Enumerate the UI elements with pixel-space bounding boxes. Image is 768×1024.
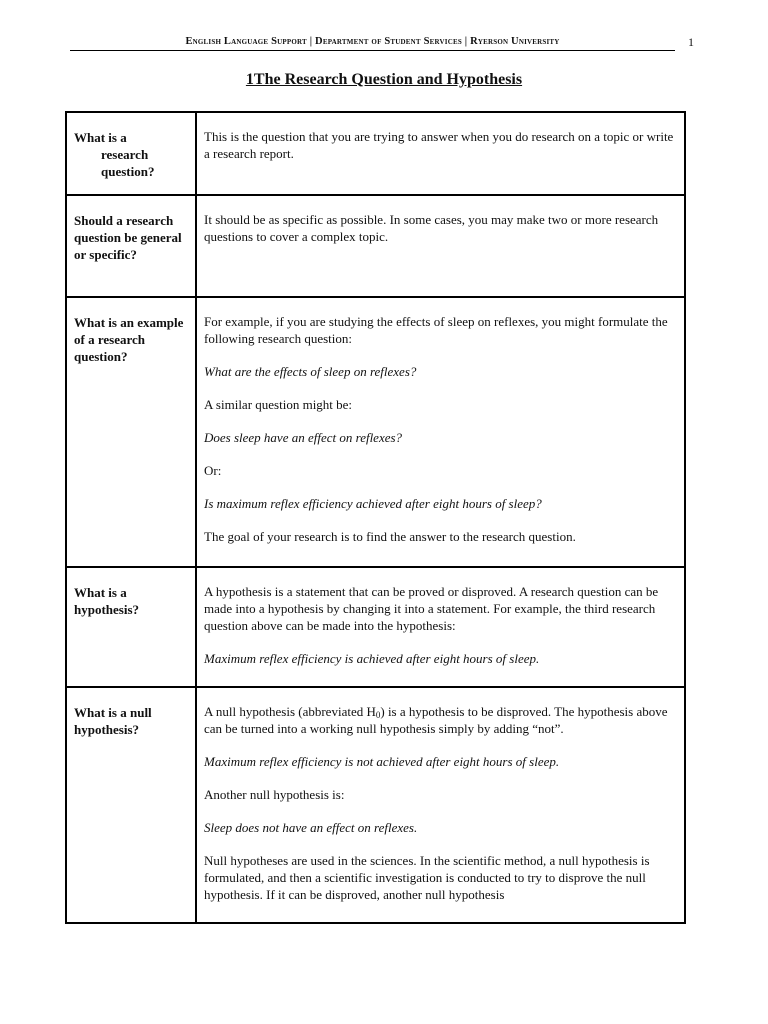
table-row [66, 567, 685, 687]
answer-cell [196, 297, 685, 567]
answer-paragraph: This is the question that you are trying to answer when you do research on a topic or write a research report. [204, 129, 674, 161]
question-text: What is a [74, 130, 127, 145]
answer-paragraph: A similar question might be: [204, 397, 353, 412]
question-cell [66, 112, 196, 195]
answer-cell [196, 195, 685, 297]
question-cell: What is a hypothesis? [66, 567, 196, 687]
question-cell: Should a research question be general or specific? [66, 195, 196, 297]
answer-paragraph: It should be as specific as possible. In some cases, you may make two or more research questions to cover a complex topic. [204, 212, 659, 244]
answer-paragraph: Or: [204, 463, 222, 478]
answer-cell [196, 687, 685, 923]
document-title [0, 71, 768, 89]
answer-paragraph: The goal of your research is to find the answer to the research question. [204, 529, 576, 544]
answer-cell [196, 112, 685, 195]
page-number: 1 [688, 35, 694, 49]
answer-paragraph: Another null hypothesis is: [204, 787, 345, 802]
table-row [66, 297, 685, 567]
answer-paragraph: For example, if you are studying the effects of sleep on reflexes, you might formulate the following research question: [204, 314, 668, 346]
table-row [66, 112, 685, 195]
running-header: English Language Support | Department of Student Services | Ryerson University [70, 36, 675, 51]
answer-paragraph: Null hypotheses are used in the sciences. In the scientific method, a null hypothesis is formulated, and then a scientific investigation is conducted to try to disprove the null hypothesis. If it can be disproved, another null hypothesis [204, 853, 650, 902]
example-null-hypothesis: Sleep does not have an effect on reflexes. [204, 820, 418, 835]
answer-paragraph [204, 703, 676, 737]
answer-text: ) is a hypothesis to be disproved. The hypothesis above can be turned into a working null hypothesis simply by adding “not”. [204, 704, 668, 736]
question-cell: What is a null hypothesis? [66, 687, 196, 923]
table-row [66, 687, 685, 923]
answer-cell [196, 567, 685, 687]
document-title-text: 1The Research Question and Hypothesis [245, 71, 523, 88]
qa-table [65, 111, 686, 924]
example-question: Is maximum reflex efficiency achieved after eight hours of sleep? [204, 496, 542, 511]
answer-paragraph: A hypothesis is a statement that can be proved or disproved. A research question can be made into a hypothesis by changing it into a statement. For example, the third research question above can be made into the hypothesis: [204, 584, 659, 633]
example-question: Does sleep have an effect on reflexes? [204, 430, 403, 445]
example-hypothesis: Maximum reflex efficiency is achieved after eight hours of sleep. [204, 651, 540, 666]
question-cell: What is an example of a research question? [66, 297, 196, 567]
question-text: question? [101, 164, 155, 179]
question-text: research [101, 147, 149, 162]
example-question: What are the effects of sleep on reflexes? [204, 364, 417, 379]
example-null-hypothesis: Maximum reflex efficiency is not achieved after eight hours of sleep. [204, 754, 560, 769]
table-row [66, 195, 685, 297]
answer-text: A null hypothesis (abbreviated H [204, 704, 376, 719]
subscript-zero: 0 [375, 710, 381, 720]
